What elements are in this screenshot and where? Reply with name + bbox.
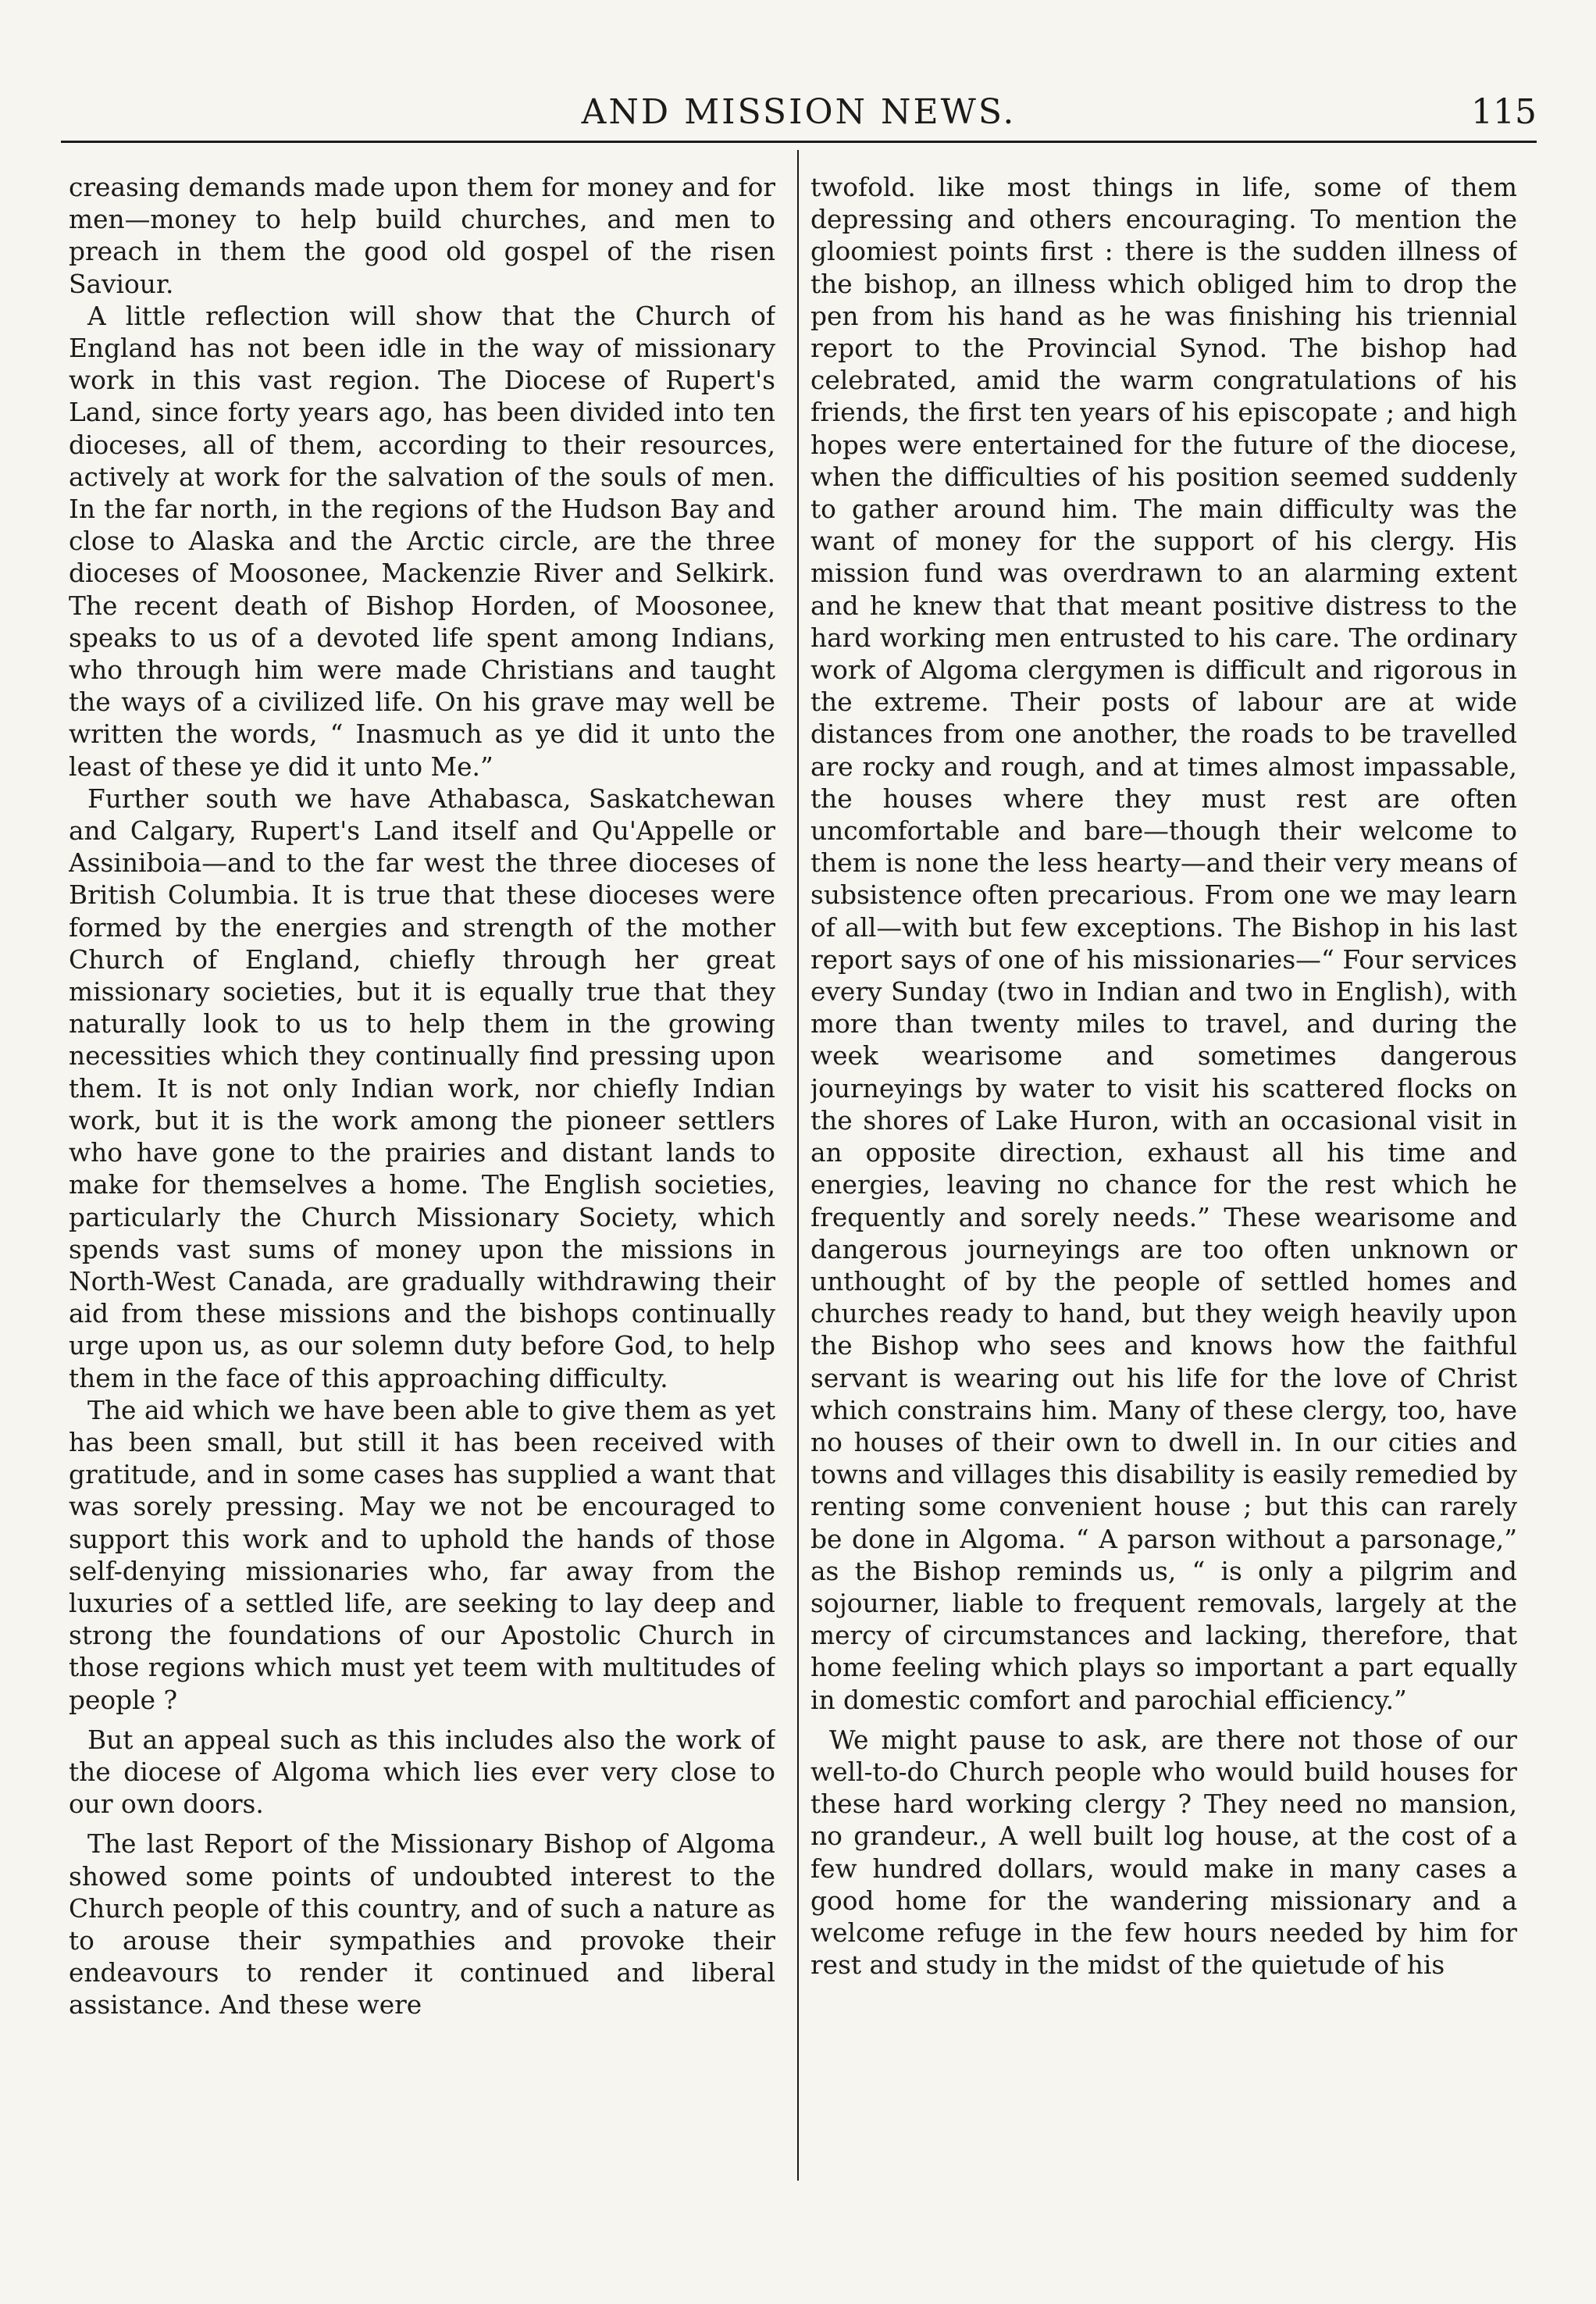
paragraph: The last Report of the Missionary Bishop of Algoma showed some points of undoubted interest to the Church people of this country, and of such a nature as to arouse their sympathies and provoke their endeavours to render it continued and liberal assistance. And these were [69, 1829, 775, 2020]
paragraph: The aid which we have been able to give them as yet has been small, but still it has been received with gratitude, and in some cases has supplied a want that was sorely pressing. May we not be encouraged to support this work and to uphold the hands of those self-denying missionaries who, far away from the luxuries of a settled life, are seeking to lay deep and strong the foundations of our Apostolic Church in those regions which must yet teem with multitudes of people ? [69, 1395, 775, 1715]
paragraph: creasing demands made upon them for money and for men—money to help build churches, and men to preach in them the good old gospel of the risen Saviour. [69, 173, 775, 299]
paragraph: But an appeal such as this includes also the work of the diocese of Algoma which lies ever very close to our own doors. [69, 1724, 775, 1820]
paragraph: A little reflection will show that the Church of England has not been idle in the way of missionary work in this vast region. The Diocese of Rupert's Land, since forty years ago, has been divided into ten dioceses, all of them, according to their resources, actively at work for the salvation of the souls of men. In the far north, in the regions of the Hudson Bay and close to Alaska and the Arctic circle, are the three dioceses of Moosonee, Mackenzie River and Selkirk. The recent death of Bishop Horden, of Moosonee, speaks to us of a devoted life spent among Indians, who through him were made Christians and taught the ways of a civilized life. On his grave may well be written the words, “ Inasmuch as ye did it unto the least of these ye did it unto Me.” [69, 301, 775, 782]
paragraph: We might pause to ask, are there not those of our well-to-do Church people who would build houses for these hard working clergy ? They need no mansion, no grandeur., A well built log house, at the cost of a few hundred dollars, would make in many cases a good home for the wandering missionary and a welcome refuge in the few hours needed by him for rest and study in the midst of the quietude of his [810, 1724, 1517, 1981]
right-column [810, 172, 1517, 2187]
header-rule [61, 141, 1537, 143]
paragraph: twofold. like most things in life, some of them depressing and others encouraging. To mention the gloomiest points first : there is the sudden illness of the bishop, an illness which obliged him to drop the pen from his hand as he was finishing his triennial report to the Provincial Synod. The bishop had celebrated, amid the warm congratulations of his friends, the first ten years of his episcopate ; and high hopes were entertained for the future of the diocese, when the difficulties of his position seemed suddenly to gather around him. The main difficulty was the want of money for the support of his clergy. His mission fund was overdrawn to an alarming extent and he knew that that meant positive distress to the hard working men entrusted to his care. The ordinary work of Algoma clergymen is difficult and rigorous in the extreme. Their posts of labour are at wide distances from one another, the roads to be travelled are rocky and rough, and at times almost impassable, the houses where they must rest are often uncomfortable and bare—though their welcome to them is none the less hearty—and their very means of subsistence often precarious. From one we may learn of all—with but few exceptions. The Bishop in his last report says of one of his missionaries—“ Four services every Sunday (two in Indian and two in English), with more than twenty miles to travel, and during the week wearisome and sometimes dangerous journeyings by water to visit his scattered flocks on the shores of Lake Huron, with an occasional visit in an opposite direction, exhaust all his time and energies, leaving no chance for the rest which he frequently and sorely needs.” These wearisome and dangerous journeyings are too often unknown or unthought of by the people of settled homes and churches ready to hand, but they weigh heavily upon the Bishop who sees and knows how the faithful servant is wearing out his life for the love of Christ which constrains him. Many of these clergy, too, have no houses of their own to dwell in. In our cities and towns and villages this disability is easily remedied by renting some convenient house ; but this can rarely be done in Algoma. “ A parson without a parsonage,” as the Bishop reminds us, “ is only a pilgrim and sojourner, liable to frequent removals, largely at the mercy of circumstances and lacking, therefore, that home feeling which plays so important a part equally in domestic comfort and parochial efficiency.” [810, 173, 1517, 1715]
page-header [61, 92, 1537, 141]
running-title: AND MISSION NEWS. [581, 92, 1017, 132]
column-rule [797, 150, 799, 2181]
page-number: 115 [1471, 92, 1537, 132]
left-column [69, 172, 775, 2187]
paragraph: Further south we have Athabasca, Saskatchewan and Calgary, Rupert's Land itself and Qu'Appelle or Assiniboia—and to the far west the three dioceses of British Columbia. It is true that these dioceses were formed by the energies and strength of the mother Church of England, chiefly through her great missionary societies, but it is equally true that they naturally look to us to help them in the growing necessities which they continually find pressing upon them. It is not only Indian work, nor chiefly Indian work, but it is the work among the pioneer settlers who have gone to the prairies and distant lands to make for themselves a home. The English societies, particularly the Church Missionary Society, which spends vast sums of money upon the missions in North-West Canada, are gradually withdrawing their aid from these missions and the bishops continually urge upon us, as our solemn duty before God, to help them in the face of this approaching difficulty. [69, 783, 775, 1393]
